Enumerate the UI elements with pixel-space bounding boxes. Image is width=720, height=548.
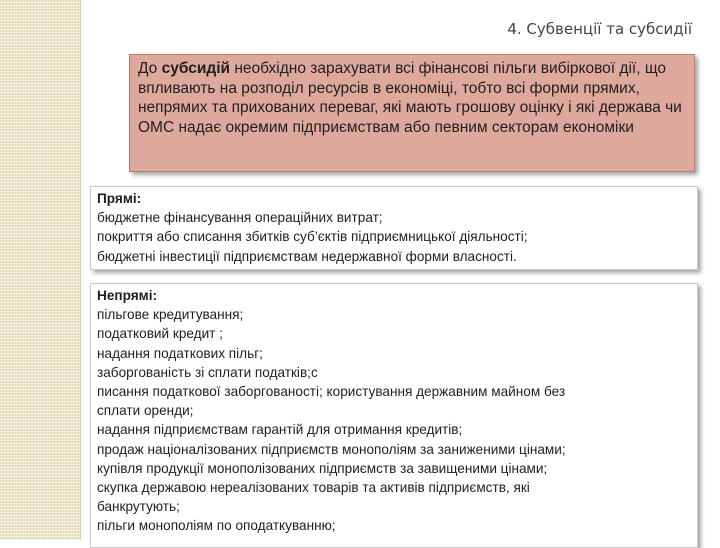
indirect-item: надання податкових пільг; (97, 345, 263, 361)
indirect-item: скупка державою нереалізованих товарів та активів підприємств, які (97, 480, 530, 496)
side-divider (80, 0, 81, 540)
indirect-item: писання податкової заборгованості; користування державним майном без (97, 384, 566, 400)
indirect-item: банкрутують; (97, 499, 180, 515)
indirect-item: продаж націоналізованих підприємств монополіям за заниженими цінами; (97, 441, 566, 457)
decorative-side-strip (0, 0, 80, 540)
direct-heading: Прямі: (97, 191, 142, 206)
definition-text: необхідно зарахувати всі фінансові пільги вибіркової дії, що впливають на розподіл ресурсів в економіці, тобто всі форми прямих, непрямих та прихованих переваг, які мають грошову оцінку і які держава чи ОМС надає окремим підприємствам або певним секторам економіки (138, 60, 682, 136)
indirect-item: надання підприємствам гарантій для отримання кредитів; (97, 422, 463, 438)
indirect-subsidies-box (90, 283, 698, 548)
indirect-heading: Непрямі: (97, 288, 158, 303)
slide-title: 4. Субвенції та субсидії (507, 20, 692, 38)
definition-term: субсидій (161, 60, 231, 77)
direct-item: бюджетні інвестиції підприємствам недержавної форми власності. (97, 248, 517, 264)
direct-subsidies-box (90, 186, 698, 270)
indirect-item: пільги монополіям по оподаткуванню; (97, 518, 336, 534)
indirect-item: пільгове кредитування; (97, 307, 244, 323)
definition-box (129, 54, 695, 172)
direct-item: покриття або списання збитків суб’єктів підприємницької діяльності; (97, 229, 528, 245)
indirect-item: сплати оренди; (97, 403, 194, 419)
indirect-item: заборгованість зі сплати податків;с (97, 364, 318, 380)
direct-item: бюджетне фінансування операційних витрат; (97, 210, 383, 226)
indirect-item: купівля продукції монополізованих підприємств за завищеними цінами; (97, 460, 548, 476)
definition-prefix: До (138, 60, 162, 77)
indirect-item: податковий кредит ; (97, 326, 223, 342)
